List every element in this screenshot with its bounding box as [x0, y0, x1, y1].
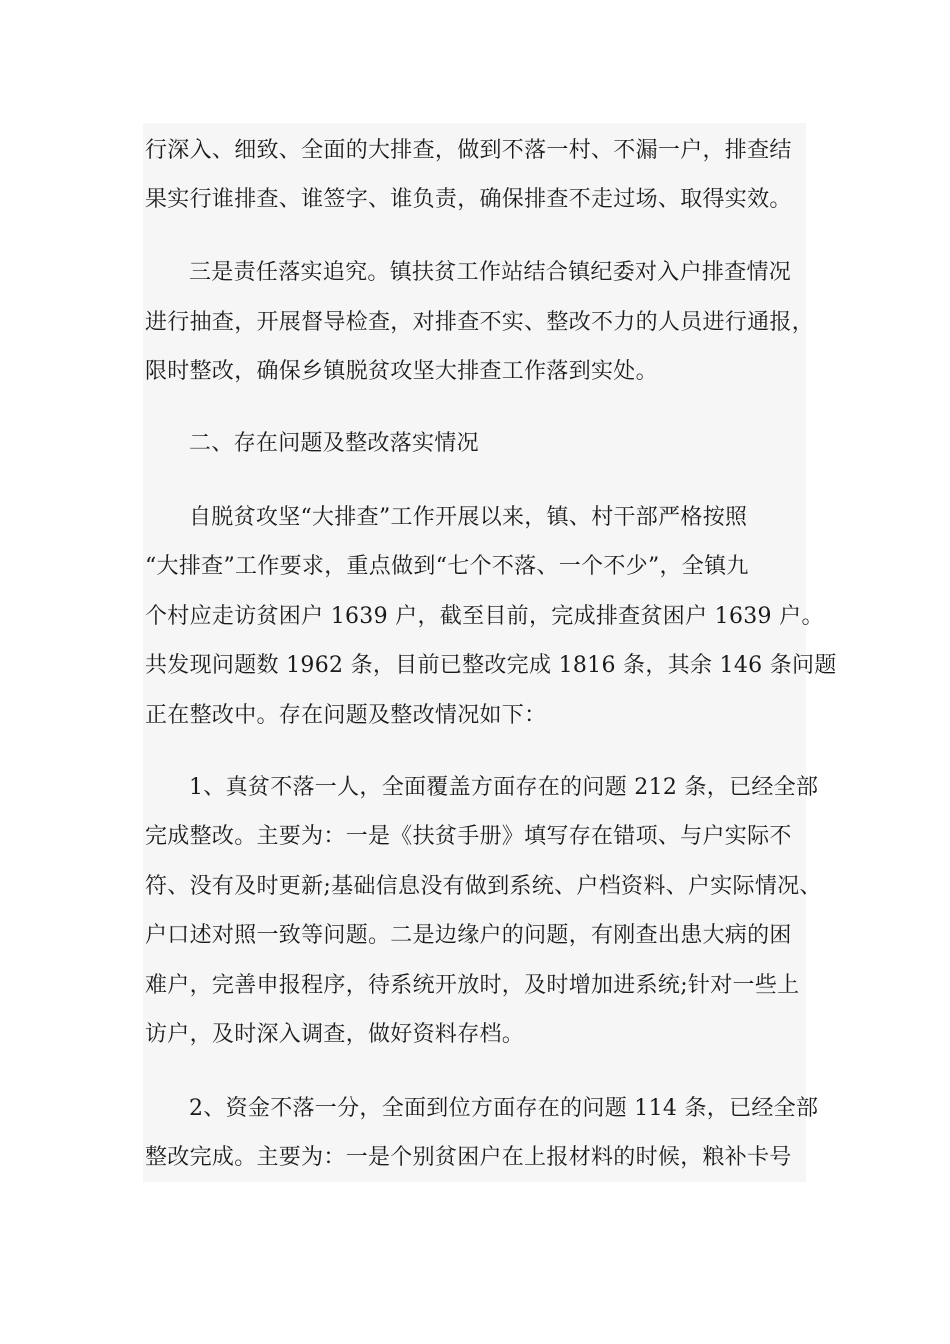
text-line: 整改完成。主要为：一是个别贫困户在上报材料的时候，粮补卡号: [145, 1145, 792, 1170]
text-line: 果实行谁排查、谁签字、谁负责，确保排查不走过场、取得实效。: [145, 187, 792, 212]
text-line: 行深入、细致、全面的大排查，做到不落一村、不漏一户，排查结: [145, 138, 792, 163]
text-line: 访户，及时深入调查，做好资料存档。: [145, 1022, 525, 1047]
section-heading: 二、存在问题及整改落实情况: [189, 431, 479, 456]
text-line: 完成整改。主要为：一是《扶贫手册》填写存在错项、与户实际不: [145, 824, 792, 849]
paragraph-start-line: 1、真贫不落一人，全面覆盖方面存在的问题 212 条，已经全部: [189, 775, 819, 800]
text-line: 户口述对照一致等问题。二是边缘户的问题，有刚查出患大病的困: [145, 923, 792, 948]
paragraph-start-line: 自脱贫攻坚“大排查”工作开展以来，镇、村干部严格按照: [189, 505, 748, 530]
paragraph-start-line: 2、资金不落一分，全面到位方面存在的问题 114 条，已经全部: [189, 1096, 819, 1121]
text-line: 共发现问题数 1962 条，目前已整改完成 1816 条，其余 146 条问题: [145, 653, 837, 678]
text-line: “大排查”工作要求，重点做到“七个不落、一个不少”，全镇九: [145, 554, 749, 579]
text-line: 难户，完善申报程序，待系统开放时，及时增加进系统;针对一些上: [145, 973, 800, 998]
paragraph-start-line: 三是责任落实追究。镇扶贫工作站结合镇纪委对入户排查情况: [189, 260, 792, 285]
text-line: 限时整改，确保乡镇脱贫攻坚大排查工作落到实处。: [145, 359, 658, 384]
text-line: 符、没有及时更新;基础信息没有做到系统、户档资料、户实际情况、: [145, 874, 822, 899]
text-line: 进行抽查，开展督导检查，对排查不实、整改不力的人员进行通报，: [145, 310, 815, 335]
text-line: 正在整改中。存在问题及整改情况如下：: [145, 703, 547, 728]
text-line: 个村应走访贫困户 1639 户，截至目前，完成排查贫困户 1639 户。: [145, 604, 824, 629]
